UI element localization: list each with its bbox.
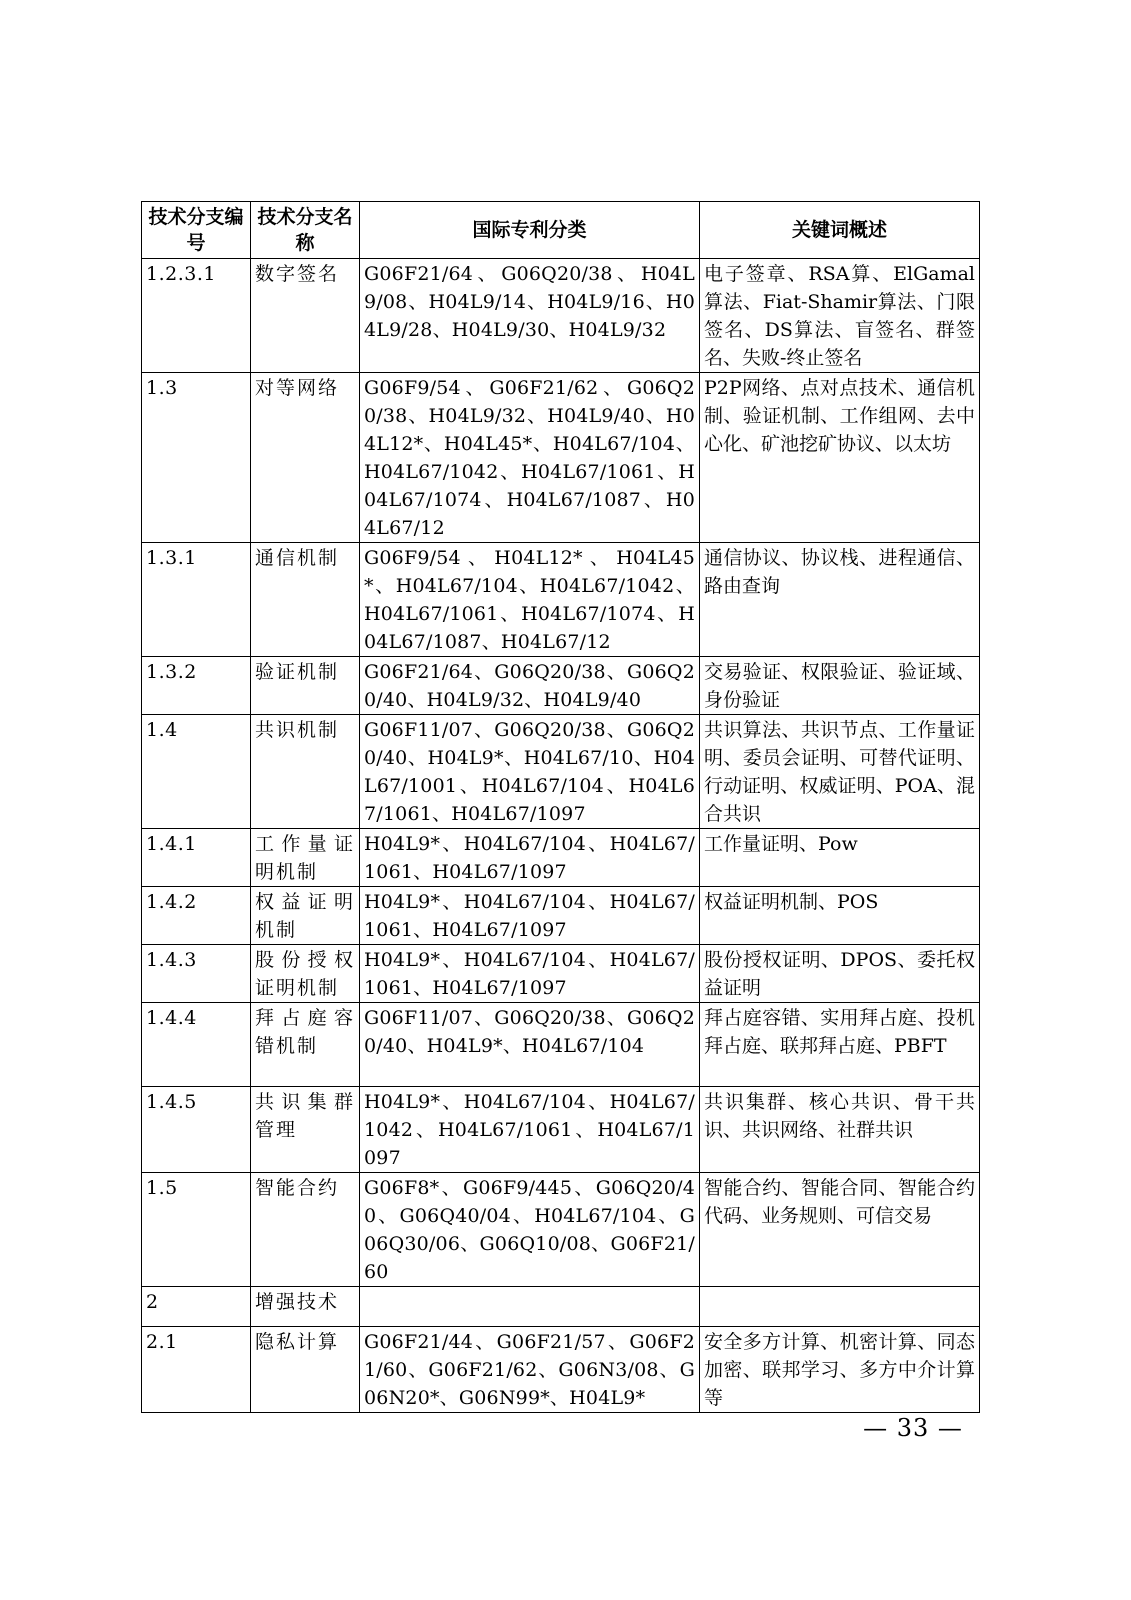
header-name: 技术分支名称	[251, 202, 360, 259]
cell-keywords: 权益证明机制、POS	[700, 887, 980, 945]
cell-code: 1.5	[142, 1173, 251, 1287]
cell-ipc: H04L9*、H04L67/104、H04L67/1061、H04L67/1097	[360, 829, 700, 887]
table-row	[142, 259, 980, 373]
cell-code: 1.3	[142, 373, 251, 543]
cell-code: 1.4.2	[142, 887, 251, 945]
cell-code: 1.3.2	[142, 657, 251, 715]
cell-name: 拜占庭容错机制	[251, 1003, 360, 1087]
patent-classification-table	[141, 201, 980, 1413]
cell-name: 验证机制	[251, 657, 360, 715]
table-row	[142, 657, 980, 715]
cell-ipc: G06F9/54、G06F21/62、G06Q20/38、H04L9/32、H04L9/40、H04L12*、H04L45*、H04L67/104、H04L67/1042、H04L67/1061、H04L67/1074、H04L67/1087、H04L67/12	[360, 373, 700, 543]
cell-code: 1.4.1	[142, 829, 251, 887]
cell-ipc: H04L9*、H04L67/104、H04L67/1042、H04L67/1061、H04L67/1097	[360, 1087, 700, 1173]
cell-ipc: G06F21/64、G06Q20/38、H04L9/08、H04L9/14、H04L9/16、H04L9/28、H04L9/30、H04L9/32	[360, 259, 700, 373]
cell-name: 工作量证明机制	[251, 829, 360, 887]
cell-name: 股份授权证明机制	[251, 945, 360, 1003]
cell-name: 共识机制	[251, 715, 360, 829]
table-row	[142, 543, 980, 657]
table-row	[142, 1327, 980, 1413]
header-code: 技术分支编号	[142, 202, 251, 259]
cell-keywords: 共识集群、核心共识、骨干共识、共识网络、社群共识	[700, 1087, 980, 1173]
cell-code: 1.4.4	[142, 1003, 251, 1087]
table-row	[142, 1173, 980, 1287]
table-header-row	[142, 202, 980, 259]
cell-ipc: G06F9/54、H04L12*、H04L45*、H04L67/104、H04L67/1042、H04L67/1061、H04L67/1074、H04L67/1087、H04L67/12	[360, 543, 700, 657]
cell-ipc: G06F11/07、G06Q20/38、G06Q20/40、H04L9*、H04L67/10、H04L67/1001、H04L67/104、H04L67/1061、H04L67/1097	[360, 715, 700, 829]
cell-name: 对等网络	[251, 373, 360, 543]
cell-name: 隐私计算	[251, 1327, 360, 1413]
cell-keywords: 安全多方计算、机密计算、同态加密、联邦学习、多方中介计算等	[700, 1327, 980, 1413]
cell-keywords: 股份授权证明、DPOS、委托权益证明	[700, 945, 980, 1003]
cell-ipc: G06F21/64、G06Q20/38、G06Q20/40、H04L9/32、H04L9/40	[360, 657, 700, 715]
cell-keywords: 工作量证明、Pow	[700, 829, 980, 887]
cell-code: 2	[142, 1287, 251, 1327]
table-row	[142, 715, 980, 829]
header-keywords: 关键词概述	[700, 202, 980, 259]
table-row	[142, 1087, 980, 1173]
cell-ipc: G06F11/07、G06Q20/38、G06Q20/40、H04L9*、H04L67/104	[360, 1003, 700, 1087]
cell-ipc: H04L9*、H04L67/104、H04L67/1061、H04L67/1097	[360, 887, 700, 945]
table-row	[142, 1287, 980, 1327]
cell-keywords: 通信协议、协议栈、进程通信、路由查询	[700, 543, 980, 657]
cell-keywords: 拜占庭容错、实用拜占庭、投机拜占庭、联邦拜占庭、PBFT	[700, 1003, 980, 1087]
page-number: — 33 —	[863, 1414, 963, 1442]
cell-name: 数字签名	[251, 259, 360, 373]
cell-name: 通信机制	[251, 543, 360, 657]
cell-name: 增强技术	[251, 1287, 360, 1327]
cell-keywords: 共识算法、共识节点、工作量证明、委员会证明、可替代证明、行动证明、权威证明、POA、混合共识	[700, 715, 980, 829]
cell-ipc	[360, 1287, 700, 1327]
cell-code: 1.4.5	[142, 1087, 251, 1173]
cell-code: 1.3.1	[142, 543, 251, 657]
cell-code: 1.4	[142, 715, 251, 829]
header-ipc: 国际专利分类	[360, 202, 700, 259]
cell-name: 权益证明机制	[251, 887, 360, 945]
cell-code: 1.2.3.1	[142, 259, 251, 373]
cell-ipc: G06F8*、G06F9/445、G06Q20/40、G06Q40/04、H04L67/104、G06Q30/06、G06Q10/08、G06F21/60	[360, 1173, 700, 1287]
cell-keywords: 智能合约、智能合同、智能合约代码、业务规则、可信交易	[700, 1173, 980, 1287]
cell-keywords: 交易验证、权限验证、验证域、身份验证	[700, 657, 980, 715]
cell-keywords	[700, 1287, 980, 1327]
table-body	[142, 259, 980, 1413]
cell-keywords: P2P网络、点对点技术、通信机制、验证机制、工作组网、去中心化、矿池挖矿协议、以太坊	[700, 373, 980, 543]
table-row	[142, 373, 980, 543]
cell-ipc: H04L9*、H04L67/104、H04L67/1061、H04L67/1097	[360, 945, 700, 1003]
table-row	[142, 829, 980, 887]
table-row	[142, 945, 980, 1003]
cell-keywords: 电子签章、RSA算、ElGamal算法、Fiat-Shamir算法、门限签名、DS算法、盲签名、群签名、失败-终止签名	[700, 259, 980, 373]
cell-name: 智能合约	[251, 1173, 360, 1287]
cell-ipc: G06F21/44、G06F21/57、G06F21/60、G06F21/62、G06N3/08、G06N20*、G06N99*、H04L9*	[360, 1327, 700, 1413]
cell-name: 共识集群管理	[251, 1087, 360, 1173]
table-row	[142, 887, 980, 945]
cell-code: 2.1	[142, 1327, 251, 1413]
cell-code: 1.4.3	[142, 945, 251, 1003]
table-row	[142, 1003, 980, 1087]
